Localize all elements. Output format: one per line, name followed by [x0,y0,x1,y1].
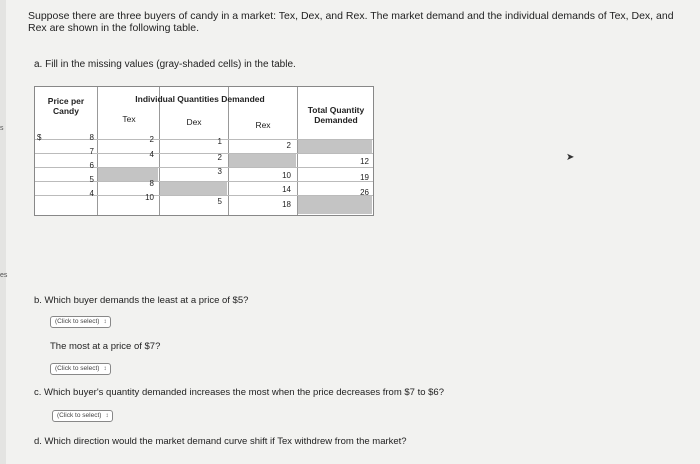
price-header: Price per Candy [47,96,85,116]
price-cell: 4 [89,189,94,198]
part-c-select[interactable] [52,410,113,422]
demand-table [34,86,374,216]
select-arrow-icon: ↕ [103,319,107,325]
part-d-question: d. Which direction would the market demand curve shift if Tex withdrew from the market? [34,436,407,447]
shaded-rex-7[interactable] [229,154,296,167]
dex-cell: 5 [217,197,222,206]
shaded-total-8[interactable] [298,140,372,153]
tex-cell: 2 [149,135,154,144]
rex-header: Rex [255,120,271,130]
tex-cell: 8 [149,179,154,188]
rex-cell: 2 [286,141,291,150]
dex-header: Dex [186,117,202,127]
tex-header: Tex [122,114,136,124]
total-cell: 26 [360,188,369,197]
problem-intro: Suppose there are three buyers of candy in a market: Tex, Dex, and Rex. The market demand and the individual demands of Tex, Dex, and Rex are shown in the following table. [28,10,674,34]
dollar-sign: $ [37,133,42,142]
price-cell: 5 [89,175,94,184]
select-arrow-icon: ↕ [103,366,107,372]
shaded-dex-5[interactable] [160,182,227,195]
part-b-question: b. Which buyer demands the least at a price of $5? [34,295,249,306]
edge-tag: s [0,125,4,132]
total-cell: 12 [360,157,369,166]
rex-cell: 10 [282,171,291,180]
select-arrow-icon: ↕ [105,413,109,419]
part-a-instruction: a. Fill in the missing values (gray-shaded cells) in the table. [34,59,296,70]
total-quantity-header: Total Quantity Demanded [307,105,365,125]
select-label: (Click to select) [55,318,100,325]
part-b-most-question: The most at a price of $7? [50,341,161,352]
dex-cell: 2 [217,153,222,162]
part-b-most-select[interactable] [50,363,111,375]
part-b-least-select[interactable] [50,316,111,328]
tex-cell: 4 [149,150,154,159]
price-cell: 8 [89,133,94,142]
edge-tag: es [0,272,8,279]
mouse-cursor-icon: ➤ [566,152,575,163]
individual-quantities-header: Individual Quantities Demanded [135,94,265,104]
select-label: (Click to select) [55,365,100,372]
dex-cell: 1 [217,137,222,146]
tex-cell: 10 [145,193,154,202]
select-label: (Click to select) [57,412,102,419]
dex-cell: 3 [217,167,222,176]
price-cell: 7 [89,147,94,156]
rex-cell: 14 [282,185,291,194]
part-c-question: c. Which buyer's quantity demanded increases the most when the price decreases from $7 to $6? [34,387,445,398]
shaded-total-4[interactable] [298,196,372,214]
price-cell: 6 [89,161,94,170]
left-edge-strip [0,0,6,464]
rex-cell: 18 [282,200,291,209]
total-cell: 19 [360,173,369,182]
